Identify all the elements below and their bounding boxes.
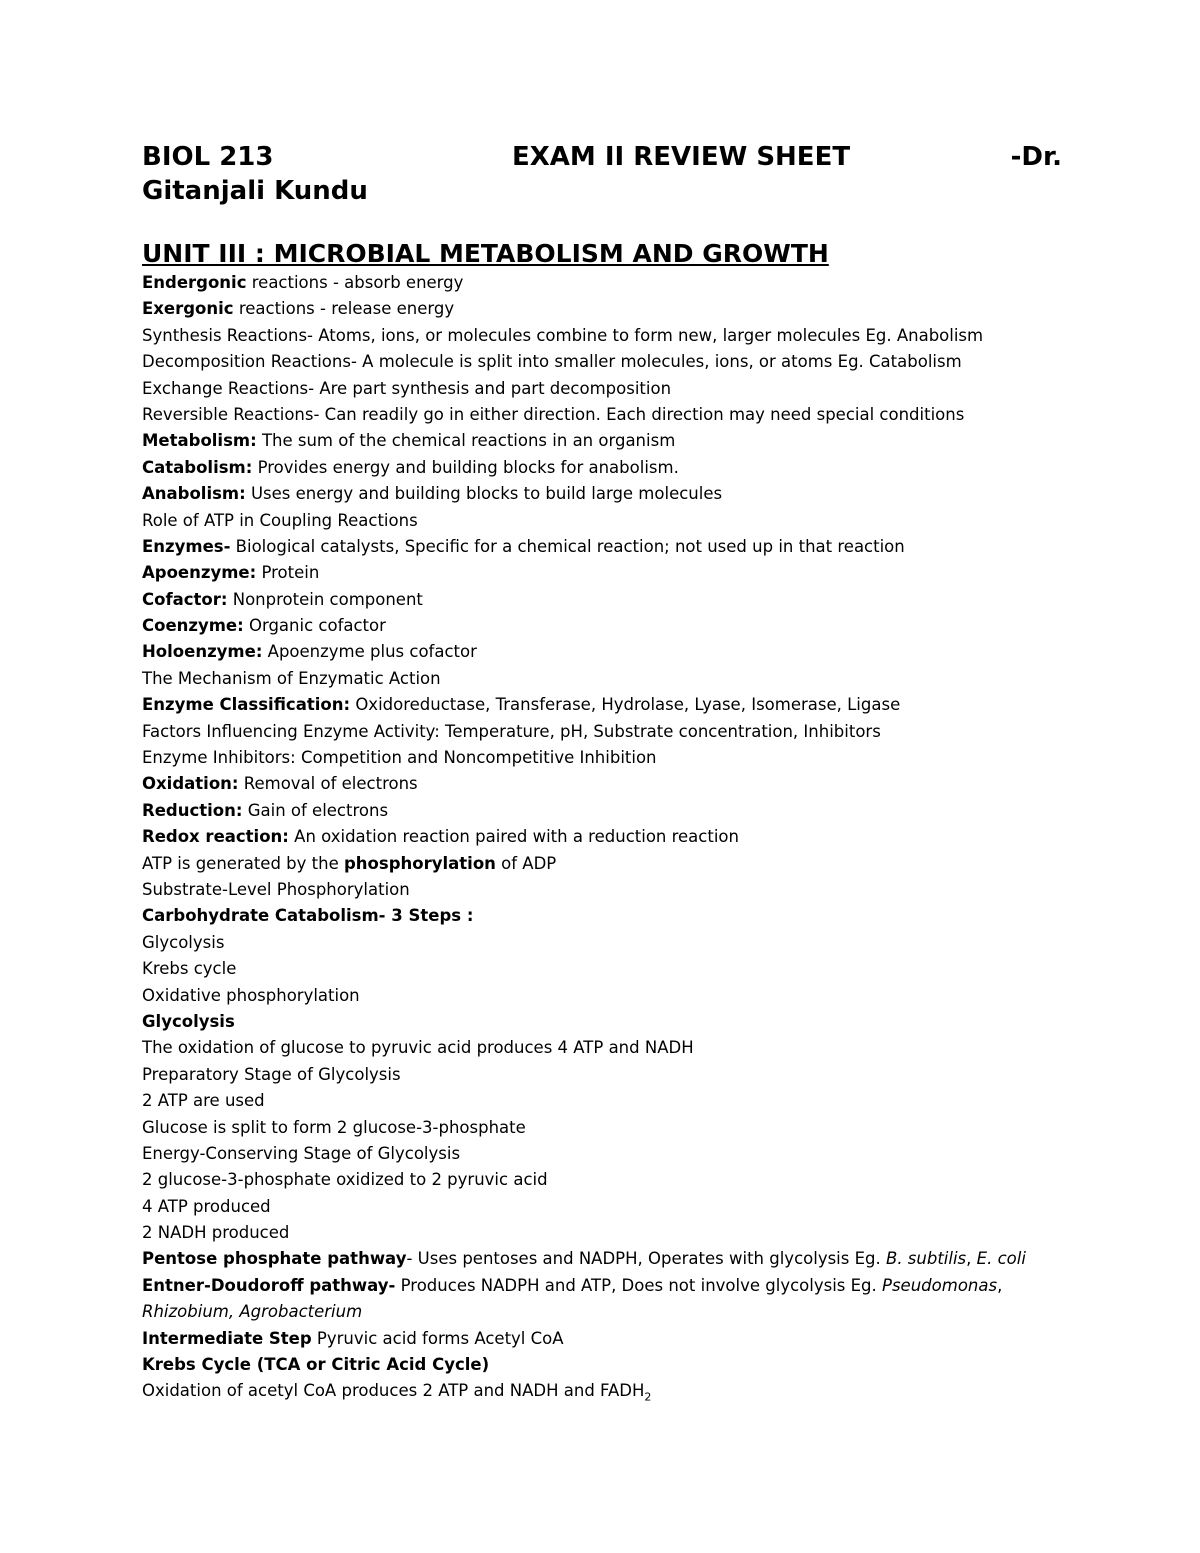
- line-text: Glycolysis: [142, 932, 225, 952]
- line-text: Factors Influencing Enzyme Activity: Temperature, pH, Substrate concentration, Inhibitors: [142, 721, 881, 741]
- review-line: [142, 983, 1062, 1009]
- line-text: Provides energy and building blocks for anabolism.: [252, 457, 679, 477]
- line-text: reactions - absorb energy: [246, 273, 464, 292]
- line-text: Pyruvic acid forms Acetyl CoA: [311, 1328, 564, 1348]
- line-text: Oxidation of acetyl CoA produces 2 ATP and NADH and FADH: [142, 1381, 645, 1401]
- line-text: Substrate-Level Phosphorylation: [142, 879, 410, 899]
- review-line: [142, 719, 1062, 745]
- line-text: Protein: [256, 563, 320, 583]
- document-page: [142, 140, 1062, 1405]
- author-prefix: -Dr.: [1010, 142, 1062, 172]
- line-term: Metabolism:: [142, 431, 257, 451]
- line-term: Enzyme Classification:: [142, 695, 351, 715]
- review-line: [142, 508, 1062, 534]
- review-line: [142, 1194, 1062, 1220]
- line-text: Synthesis Reactions- Atoms, ions, or molecules combine to form new, larger molecules Eg. Anabolism: [142, 325, 984, 345]
- line-italic: B. subtilis: [886, 1249, 967, 1269]
- line-term: Anabolism:: [142, 484, 246, 504]
- line-text: Removal of electrons: [238, 774, 418, 794]
- line-text: Oxidoreductase, Transferase, Hydrolase, Lyase, Isomerase, Ligase: [350, 695, 901, 715]
- line-term: Redox reaction:: [142, 827, 289, 847]
- review-line: [142, 930, 1062, 956]
- line-text: An oxidation reaction paired with a reduction reaction: [288, 827, 739, 847]
- line-term: Coenzyme:: [142, 616, 244, 636]
- review-line: [142, 1299, 1062, 1325]
- course-code: BIOL 213: [142, 142, 274, 172]
- line-text: reactions - release energy: [233, 299, 455, 319]
- line-term: Apoenzyme:: [142, 563, 257, 583]
- line-term: Krebs Cycle (TCA or Citric Acid Cycle): [142, 1355, 490, 1375]
- line-text: Reversible Reactions- Can readily go in either direction. Each direction may need special conditions: [142, 404, 965, 424]
- line-term: phosphorylation: [343, 853, 496, 873]
- line-text: Nonprotein component: [227, 589, 423, 609]
- review-line: [142, 1141, 1062, 1167]
- line-term: Intermediate Step: [142, 1328, 312, 1348]
- line-italic: Rhizobium, Agrobacterium: [142, 1302, 363, 1322]
- exam-title: EXAM II REVIEW SHEET: [512, 142, 851, 172]
- review-line: [142, 1115, 1062, 1141]
- line-text: Glucose is split to form 2 glucose-3-phosphate: [142, 1117, 526, 1137]
- review-line: [142, 534, 1062, 560]
- line-italic: E. coli: [976, 1249, 1026, 1269]
- review-line: [142, 877, 1062, 903]
- review-line: [142, 376, 1062, 402]
- review-line: [142, 666, 1062, 692]
- line-text: Exchange Reactions- Are part synthesis and part decomposition: [142, 378, 672, 398]
- review-line: [142, 455, 1062, 481]
- line-term: Catabolism:: [142, 457, 253, 477]
- line-text: Biological catalysts, Specific for a chemical reaction; not used up in that reaction: [230, 536, 905, 556]
- review-line: [142, 1352, 1062, 1378]
- review-line: [142, 1062, 1062, 1088]
- unit-title: UNIT III : MICROBIAL METABOLISM AND GROWTH: [142, 239, 829, 268]
- review-line: [142, 1167, 1062, 1193]
- line-term: Endergonic: [142, 273, 247, 292]
- line-text: - Uses pentoses and NADPH, Operates with glycolysis Eg.: [406, 1249, 886, 1269]
- review-line: [142, 639, 1062, 665]
- line-text: Enzyme Inhibitors: Competition and Noncompetitive Inhibition: [142, 748, 657, 768]
- line-text: Role of ATP in Coupling Reactions: [142, 510, 418, 530]
- line-text: Krebs cycle: [142, 959, 237, 979]
- review-line: [142, 1088, 1062, 1114]
- line-text: 2 NADH produced: [142, 1223, 290, 1243]
- review-line: [142, 771, 1062, 797]
- line-text: ATP is generated by the: [142, 853, 344, 873]
- line-term: Enzymes-: [142, 536, 231, 556]
- line-text: 4 ATP produced: [142, 1196, 271, 1216]
- line-term: Glycolysis: [142, 1011, 235, 1031]
- line-text: Organic cofactor: [243, 616, 386, 636]
- line-text: Apoenzyme plus cofactor: [262, 642, 477, 662]
- author-name: Gitanjali Kundu: [142, 176, 368, 206]
- document-header: [142, 140, 1062, 208]
- review-line: [142, 824, 1062, 850]
- line-text: Uses energy and building blocks to build large molecules: [245, 484, 723, 504]
- line-term: Reduction:: [142, 800, 243, 820]
- review-lines: [142, 270, 1062, 1405]
- line-text: Preparatory Stage of Glycolysis: [142, 1064, 401, 1084]
- review-line: [142, 851, 1062, 877]
- review-line: [142, 1246, 1062, 1272]
- line-text: Energy-Conserving Stage of Glycolysis: [142, 1143, 461, 1163]
- line-term: Cofactor:: [142, 589, 228, 609]
- line-term: Holoenzyme:: [142, 642, 263, 662]
- review-line: [142, 481, 1062, 507]
- line-term: Carbohydrate Catabolism- 3 Steps :: [142, 906, 474, 926]
- line-text: 2 glucose-3-phosphate oxidized to 2 pyruvic acid: [142, 1170, 548, 1190]
- line-text: ,: [997, 1275, 1003, 1295]
- review-line: [142, 1009, 1062, 1035]
- line-term: Pentose phosphate pathway: [142, 1249, 407, 1269]
- review-line: [142, 692, 1062, 718]
- review-line: [142, 745, 1062, 771]
- review-line: [142, 1378, 1062, 1404]
- review-line: [142, 1220, 1062, 1246]
- review-line: [142, 323, 1062, 349]
- review-line: [142, 587, 1062, 613]
- review-line: [142, 1326, 1062, 1352]
- review-line: [142, 349, 1062, 375]
- review-line: [142, 1273, 1062, 1299]
- line-text: Produces NADPH and ATP, Does not involve glycolysis Eg.: [395, 1275, 883, 1295]
- review-line: [142, 613, 1062, 639]
- line-italic: Pseudomonas: [882, 1275, 998, 1295]
- review-line: [142, 296, 1062, 322]
- line-text: The sum of the chemical reactions in an organism: [256, 431, 676, 451]
- review-line: [142, 798, 1062, 824]
- line-term: Exergonic: [142, 299, 234, 319]
- review-line: [142, 428, 1062, 454]
- line-text: The oxidation of glucose to pyruvic acid produces 4 ATP and NADH: [142, 1038, 694, 1058]
- line-text: 2 ATP are used: [142, 1091, 265, 1111]
- review-line: [142, 903, 1062, 929]
- line-term: Entner-Doudoroff pathway-: [142, 1275, 396, 1295]
- review-line: [142, 956, 1062, 982]
- line-text: ,: [966, 1249, 977, 1269]
- line-term: Oxidation:: [142, 774, 239, 794]
- line-text: of ADP: [495, 853, 557, 873]
- line-subscript: 2: [644, 1390, 652, 1404]
- line-text: Gain of electrons: [242, 800, 389, 820]
- review-line: [142, 402, 1062, 428]
- line-text: Decomposition Reactions- A molecule is split into smaller molecules, ions, or atoms Eg. Catabolism: [142, 352, 962, 372]
- review-line: [142, 560, 1062, 586]
- review-line: [142, 270, 1062, 296]
- line-text: The Mechanism of Enzymatic Action: [142, 668, 441, 688]
- line-text: Oxidative phosphorylation: [142, 985, 360, 1005]
- review-line: [142, 1035, 1062, 1061]
